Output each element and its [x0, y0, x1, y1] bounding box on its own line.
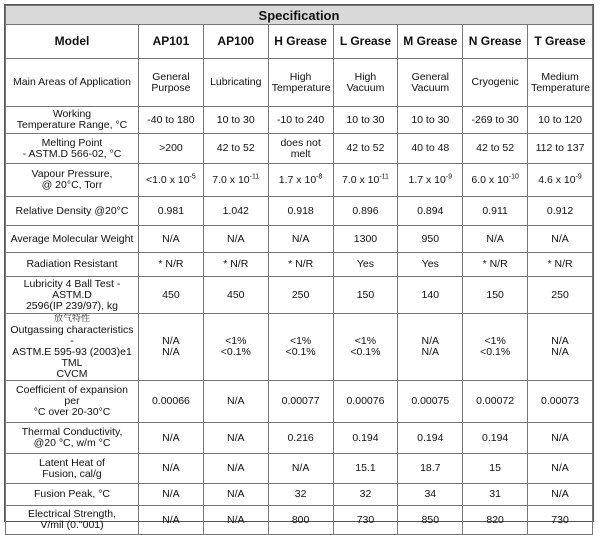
- table-cell: [333, 314, 398, 381]
- cell-value: * N/R: [482, 258, 508, 270]
- cell-value: 32: [294, 488, 307, 500]
- column-header-model: Model: [6, 25, 139, 59]
- cell-value: 42 to 52: [476, 142, 515, 154]
- cell-value: -40 to 180: [147, 113, 195, 126]
- cell-value: 1300: [353, 232, 378, 245]
- row-label-text: Vapour Pressure, @ 20°C, Torr: [31, 168, 113, 191]
- table-cell: [333, 197, 398, 226]
- table-cell: [528, 506, 593, 535]
- table-cell: [398, 164, 463, 197]
- cell-value: <1% <0.1%: [220, 335, 251, 358]
- cell-value: 1.7 x 10: [278, 173, 317, 186]
- cell-value: N/A: [551, 232, 569, 245]
- table-cell: [333, 134, 398, 164]
- cell-value: 34: [424, 488, 437, 500]
- cell-value: 950: [421, 232, 440, 245]
- table-cell: [333, 423, 398, 454]
- table-cell: [528, 164, 593, 197]
- table-cell: [398, 454, 463, 484]
- row-label: [6, 253, 139, 277]
- table-row: [6, 107, 593, 134]
- table-cell: [268, 484, 333, 506]
- table-cell: [398, 134, 463, 164]
- table-row: [6, 59, 593, 107]
- table-row: [6, 454, 593, 484]
- cell-value: 0.00072: [476, 395, 515, 407]
- cell-value: 0.00066: [151, 395, 190, 407]
- row-label-text: Outgassing characteristics - ASTM.E 595-93 (2003)e1 TML CVCM: [10, 324, 134, 380]
- cell-value: >200: [159, 142, 183, 154]
- table-cell: [463, 277, 528, 314]
- table-cell: [139, 164, 204, 197]
- cell-value: General Purpose: [151, 70, 191, 94]
- table-cell: [203, 197, 268, 226]
- cell-value: N/A: [227, 513, 245, 526]
- row-label-text: Main Areas of Application: [13, 76, 131, 88]
- table-cell: [463, 226, 528, 253]
- table-cell: [333, 381, 398, 423]
- table-cell: [333, 107, 398, 134]
- row-label: [6, 423, 139, 454]
- table-cell: [463, 381, 528, 423]
- column-header: AP100: [203, 25, 268, 59]
- cell-value: 150: [486, 288, 504, 301]
- cell-value: N/A: [551, 462, 569, 474]
- cell-value: 42 to 52: [216, 142, 255, 154]
- table-row: [6, 226, 593, 253]
- cell-value: 250: [291, 288, 310, 301]
- cell-exponent: -11: [379, 173, 389, 180]
- cell-exponent: -8: [316, 173, 323, 180]
- cell-exponent: -10: [508, 173, 519, 180]
- column-header: M Grease: [398, 25, 463, 59]
- table-cell: [528, 484, 593, 506]
- table-cell: [203, 59, 268, 107]
- cell-value: 10 to 30: [216, 113, 255, 126]
- row-label-text: Thermal Conductivity, @20 °C, w/m °C: [21, 426, 123, 449]
- row-label-text: Average Molecular Weight: [10, 232, 134, 245]
- cell-value: Medium Temperature: [531, 70, 591, 94]
- cell-value: 10 to 30: [411, 113, 450, 126]
- cell-value: N/A: [227, 395, 245, 407]
- table-cell: [463, 107, 528, 134]
- cell-value: 730: [356, 513, 375, 526]
- cell-value: -269 to 30: [471, 113, 519, 126]
- row-label: [6, 197, 139, 226]
- column-header: AP101: [139, 25, 204, 59]
- column-header: N Grease: [463, 25, 528, 59]
- cell-exponent: -9: [445, 173, 453, 180]
- cell-value: Yes: [356, 258, 375, 270]
- cell-value: <1% <0.1%: [350, 335, 381, 358]
- table-row: [6, 197, 593, 226]
- cell-value: N/A: [227, 431, 245, 444]
- cell-exponent: -5: [189, 173, 196, 180]
- cell-value: N/A: [162, 462, 180, 474]
- cell-value: 0.896: [352, 204, 379, 217]
- cell-value: 0.00077: [281, 395, 320, 407]
- cell-value: N/A: [162, 431, 180, 444]
- cell-value: <1.0 x 10: [146, 173, 190, 186]
- cell-value: * N/R: [223, 258, 249, 270]
- table-cell: [398, 506, 463, 535]
- cell-value: 150: [356, 288, 375, 301]
- cell-value: 250: [551, 288, 569, 301]
- cell-value: 32: [359, 488, 372, 500]
- row-label-text: Relative Density @20°C: [15, 204, 129, 217]
- table-cell: [398, 314, 463, 381]
- table-body: [6, 59, 593, 535]
- row-label-text: Radiation Resistant: [26, 258, 118, 270]
- cell-value: 0.00073: [541, 395, 580, 407]
- cell-value: N/A: [227, 488, 245, 500]
- cell-value: Lubricating: [210, 76, 262, 88]
- cell-value: High Vacuum: [346, 70, 385, 94]
- row-label: [6, 484, 139, 506]
- row-label-text: Coefficient of expansion per °C over 20-30°C: [16, 384, 128, 418]
- cell-value: 140: [421, 288, 440, 301]
- table-cell: [268, 454, 333, 484]
- cell-value: 730: [551, 513, 569, 526]
- row-label-text: Fusion Peak, °C: [34, 488, 110, 500]
- cell-value: 0.911: [482, 204, 508, 217]
- cell-value: Yes: [421, 258, 439, 270]
- cell-value: does not melt: [280, 136, 321, 160]
- cell-value: 31: [489, 488, 501, 500]
- table-cell: [398, 107, 463, 134]
- table-cell: [268, 197, 333, 226]
- table-cell: [268, 314, 333, 381]
- table-cell: [333, 454, 398, 484]
- cell-value: 0.194: [417, 431, 444, 444]
- row-label-text: Melting Point - ASTM.D 566-02, °C: [22, 136, 122, 160]
- table-cell: [398, 423, 463, 454]
- table-cell: [463, 59, 528, 107]
- cell-value: 10 to 120: [538, 113, 582, 126]
- table-row: [6, 381, 593, 423]
- table-cell: [528, 253, 593, 277]
- cell-exponent: -9: [575, 173, 582, 180]
- cell-value: 6.0 x 10: [471, 173, 509, 186]
- table-cell: [333, 506, 398, 535]
- cell-value: 0.00075: [411, 395, 450, 407]
- row-label: [6, 107, 139, 134]
- table-cell: [463, 506, 528, 535]
- table-cell: [139, 226, 204, 253]
- row-label: [6, 454, 139, 484]
- cell-value: General Vacuum: [411, 70, 450, 94]
- table-cell: [139, 454, 204, 484]
- table-cell: [203, 253, 268, 277]
- cell-value: <1% <0.1%: [480, 335, 511, 358]
- table-row: [6, 134, 593, 164]
- cell-value: N/A: [227, 232, 245, 245]
- cell-value: 0.894: [417, 204, 444, 217]
- cell-value: 40 to 48: [411, 142, 450, 154]
- cell-value: 1.7 x 10: [408, 173, 446, 186]
- table-cell: [268, 381, 333, 423]
- table-cell: [203, 314, 268, 381]
- table-cell: [463, 423, 528, 454]
- table-cell: [139, 277, 204, 314]
- table-row: [6, 164, 593, 197]
- cell-value: 112 to 137: [535, 142, 585, 154]
- cell-value: 0.194: [482, 431, 509, 444]
- table-cell: [268, 226, 333, 253]
- table-cell: [268, 253, 333, 277]
- table-cell: [398, 253, 463, 277]
- table-cell: [139, 484, 204, 506]
- table-cell: [139, 381, 204, 423]
- table-cell: [463, 314, 528, 381]
- table-cell: [203, 423, 268, 454]
- table-row: [6, 314, 593, 381]
- cell-value: N/A: [291, 232, 310, 245]
- cell-value: 1.042: [222, 204, 249, 217]
- cell-value: 0.918: [287, 204, 314, 217]
- table-row: [6, 277, 593, 314]
- cell-value: N/A: [486, 232, 504, 245]
- cell-value: N/A: [162, 488, 180, 500]
- row-label: [6, 506, 139, 535]
- cell-value: * N/R: [288, 258, 314, 270]
- cell-value: 800: [291, 513, 310, 526]
- table-cell: [398, 484, 463, 506]
- table-cell: [463, 454, 528, 484]
- cell-value: 450: [227, 288, 245, 301]
- table-cell: [463, 134, 528, 164]
- table-cell: [268, 59, 333, 107]
- cell-value: 7.0 x 10: [212, 173, 250, 186]
- cell-value: 4.6 x 10: [538, 173, 576, 186]
- cell-value: 7.0 x 10: [341, 173, 380, 186]
- cell-value: N/A: [162, 513, 180, 526]
- cell-value: 0.194: [352, 431, 379, 444]
- table-cell: [528, 197, 593, 226]
- table-cell: [203, 484, 268, 506]
- row-label: [6, 134, 139, 164]
- column-header: H Grease: [268, 25, 333, 59]
- cell-value: 0.216: [287, 431, 314, 444]
- table-cell: [139, 197, 204, 226]
- table-cell: [139, 253, 204, 277]
- table-cell: [333, 484, 398, 506]
- table-cell: [398, 59, 463, 107]
- table-cell: [268, 506, 333, 535]
- table-cell: [463, 253, 528, 277]
- cell-value: N/A: [291, 462, 310, 474]
- table-row: [6, 484, 593, 506]
- row-label-text: Latent Heat of Fusion, cal/g: [39, 456, 105, 480]
- table-cell: [268, 277, 333, 314]
- table-cell: [528, 59, 593, 107]
- table-cell: [268, 164, 333, 197]
- table-cell: [203, 506, 268, 535]
- cell-value: Cryogenic: [471, 76, 519, 88]
- table-cell: [528, 277, 593, 314]
- cell-value: N/A N/A: [551, 335, 569, 358]
- table-row: [6, 506, 593, 535]
- table-cell: [333, 226, 398, 253]
- table-cell: [139, 134, 204, 164]
- table-row: [6, 253, 593, 277]
- cell-value: 0.00076: [346, 395, 385, 407]
- row-label: [6, 314, 139, 381]
- table-cell: [139, 506, 204, 535]
- table-cell: [528, 134, 593, 164]
- cell-value: N/A: [227, 462, 245, 474]
- row-label-cn: 放气特性: [53, 314, 90, 324]
- table-cell: [333, 59, 398, 107]
- table-cell: [398, 226, 463, 253]
- row-label-text: Electrical Strength, V/mil (0."001): [27, 508, 117, 531]
- table-cell: [139, 423, 204, 454]
- specification-table: [5, 5, 593, 535]
- table-cell: [528, 226, 593, 253]
- row-label: [6, 59, 139, 107]
- row-label: [6, 226, 139, 253]
- specification-table-frame: [4, 4, 594, 531]
- cell-value: 10 to 30: [346, 113, 385, 126]
- row-label: [6, 164, 139, 197]
- table-cell: [398, 381, 463, 423]
- table-cell: [268, 423, 333, 454]
- table-cell: [268, 107, 333, 134]
- table-cell: [203, 454, 268, 484]
- cell-value: 0.912: [546, 204, 574, 217]
- cell-value: <1% <0.1%: [285, 335, 316, 358]
- table-title: Specification: [6, 6, 593, 25]
- cell-value: 0.981: [157, 204, 185, 217]
- table-cell: [333, 164, 398, 197]
- table-cell: [203, 226, 268, 253]
- cell-value: 15: [489, 462, 501, 474]
- header-row: [6, 25, 593, 59]
- table-cell: [203, 277, 268, 314]
- row-label: [6, 277, 139, 314]
- row-label-text: Working Temperature Range, °C: [16, 108, 128, 131]
- cell-value: N/A: [162, 232, 180, 245]
- table-cell: [463, 164, 528, 197]
- cell-value: 15.1: [355, 462, 376, 474]
- column-header: L Grease: [333, 25, 398, 59]
- table-cell: [203, 107, 268, 134]
- table-cell: [398, 277, 463, 314]
- table-cell: [528, 423, 593, 454]
- table-row: [6, 423, 593, 454]
- table-cell: [268, 134, 333, 164]
- table-cell: [398, 197, 463, 226]
- table-cell: [333, 277, 398, 314]
- cell-value: N/A N/A: [162, 335, 180, 358]
- cell-value: High Temperature: [271, 70, 331, 94]
- table-cell: [528, 381, 593, 423]
- table-cell: [139, 107, 204, 134]
- cell-value: * N/R: [158, 258, 184, 270]
- cell-value: 850: [421, 513, 440, 526]
- cell-value: 18.7: [420, 462, 441, 474]
- column-header: T Grease: [528, 25, 593, 59]
- cell-exponent: -11: [249, 173, 260, 180]
- table-cell: [139, 314, 204, 381]
- cell-value: 42 to 52: [346, 142, 385, 154]
- cell-value: N/A N/A: [421, 335, 440, 358]
- table-cell: [463, 484, 528, 506]
- cell-value: -10 to 240: [276, 113, 325, 126]
- row-label-text: Lubricity 4 Ball Test - ASTM.D 2596(IP 239/97), kg: [23, 277, 121, 312]
- table-cell: [463, 197, 528, 226]
- table-cell: [528, 454, 593, 484]
- cell-value: * N/R: [547, 258, 573, 270]
- table-cell: [528, 107, 593, 134]
- row-label: [6, 381, 139, 423]
- table-cell: [203, 134, 268, 164]
- table-cell: [139, 59, 204, 107]
- table-cell: [203, 164, 268, 197]
- cell-value: 450: [162, 288, 180, 301]
- cell-value: 820: [486, 513, 504, 526]
- table-cell: [528, 314, 593, 381]
- table-cell: [333, 253, 398, 277]
- cell-value: N/A: [551, 488, 569, 500]
- cell-value: N/A: [551, 431, 569, 444]
- table-cell: [203, 381, 268, 423]
